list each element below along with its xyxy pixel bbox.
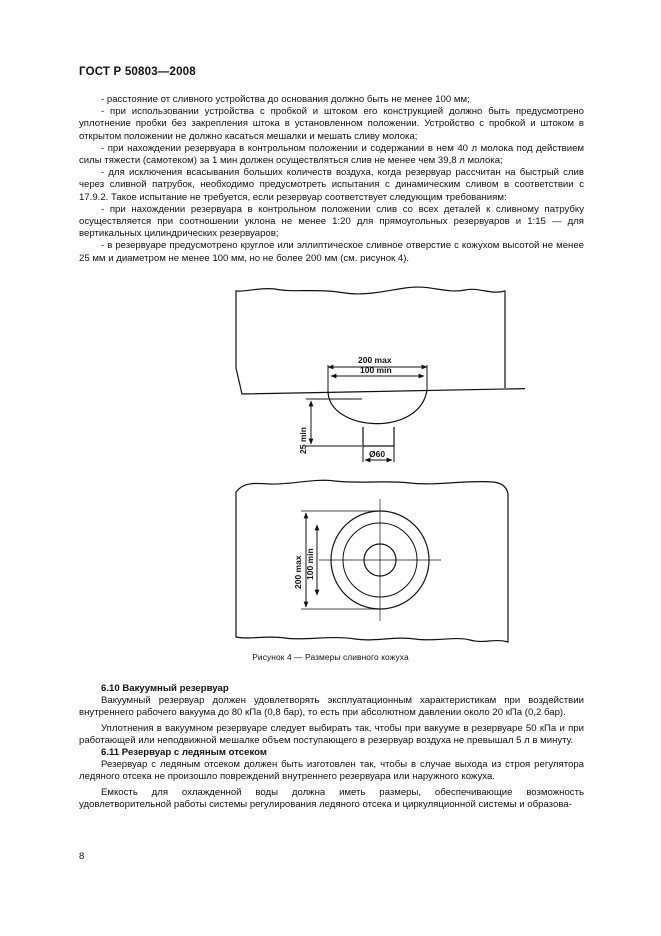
section-heading-6-11: 6.11 Резервуар с ледяным отсеком [101, 747, 267, 759]
dim-label-100-min-plan: 100 min [305, 548, 315, 580]
document-header: ГОСТ Р 50803—2008 [79, 66, 196, 78]
figure-drain-housing [235, 284, 525, 646]
dim-label-200-max: 200 max [358, 355, 392, 365]
figure-caption: Рисунок 4 — Размеры сливного кожуха [252, 652, 409, 662]
dim-label-25-min: 25 min [298, 427, 308, 454]
page-number: 8 [79, 851, 85, 862]
dim-label-d60: Ø60 [369, 449, 386, 459]
section-heading-6-10: 6.10 Вакуумный резервуар [101, 683, 229, 694]
paragraph: - при нахождении резервуара в контрольном положении и содержании в нем 40 л молока под действием силы тяжести (самотеком) за 1 мин должен осуществляться слив не менее чем 39,8 л молока; [79, 142, 584, 167]
body-text-top [79, 94, 584, 265]
paragraph: - в резервуаре предусмотрено круглое или эллиптическое сливное отверстие с кожухом высотой не менее 25 мм и диаметром не менее 100 мм, но не более 200 мм (см. рисунок 4). [79, 240, 584, 264]
body-text-bottom [79, 683, 584, 811]
paragraph: - расстояние от сливного устройства до основания должно быть не менее 100 мм; [101, 94, 470, 105]
dim-label-100-min: 100 min [360, 365, 392, 375]
paragraph: Вакуумный резервуар должен удовлетворять эксплуатационным характеристикам при воздействии внутреннего рабочего вакуума до 80 кПа (0,8 бар), то есть при абсолютном давлении около 20 кПа (0,2 бар). [79, 695, 584, 719]
paragraph: - для исключения всасывания больших количеств воздуха, когда резервуар рассчитан на быстрый слив через сливной патрубок, необходимо предусмотреть испытания с динамическим сливом в соответствии с 17.9.2. Такое испытание не требуется, если резервуар соответствует следующим требованиям: [79, 167, 584, 203]
drain-bowl [328, 390, 427, 424]
paragraph: - при нахождении резервуара в контрольном положении слив со всех деталей к сливному патрубку осуществляется при соотношении уклона не менее 1:20 для прямоугольных резервуаров и 1:15 — для вертикальных цилиндрических резервуаров; [79, 203, 584, 240]
paragraph: Резервуар с ледяным отсеком должен быть изготовлен так, чтобы в случае выхода из строя регулятора ледяного отсека не произошло повреждений внутреннего резервуара или наружного кожуха. [79, 759, 584, 783]
outlet-pipe [363, 427, 394, 446]
paragraph: - при использовании устройства с пробкой и штоком его конструкцией должно быть предусмотрено уплотнение пробки без закрепления штока в установленном положении. Устройство с пробкой и штоком в открытом положении не должно касаться мешалки и мешать сливу молока; [79, 106, 584, 142]
paragraph: Уплотнения в вакуумном резервуаре следует выбирать так, чтобы при вакууме в резервуаре 50 кПа и при работающей или неподвижной мешалке объем поступающего в резервуар воздуха не превышал 5 л в минуту. [79, 722, 584, 746]
drain-housing-drawing [235, 284, 525, 646]
tank-outline-plan [236, 480, 508, 642]
paragraph: Емкость для охлажденной воды должна иметь размеры, обеспечивающие возможность удовлетворительной работы системы регулирования ледяного отсека и циркуляционной системы и образова- [79, 786, 584, 810]
tank-outline-side [236, 287, 525, 394]
dim-label-200-max-plan: 200 max [293, 555, 303, 589]
